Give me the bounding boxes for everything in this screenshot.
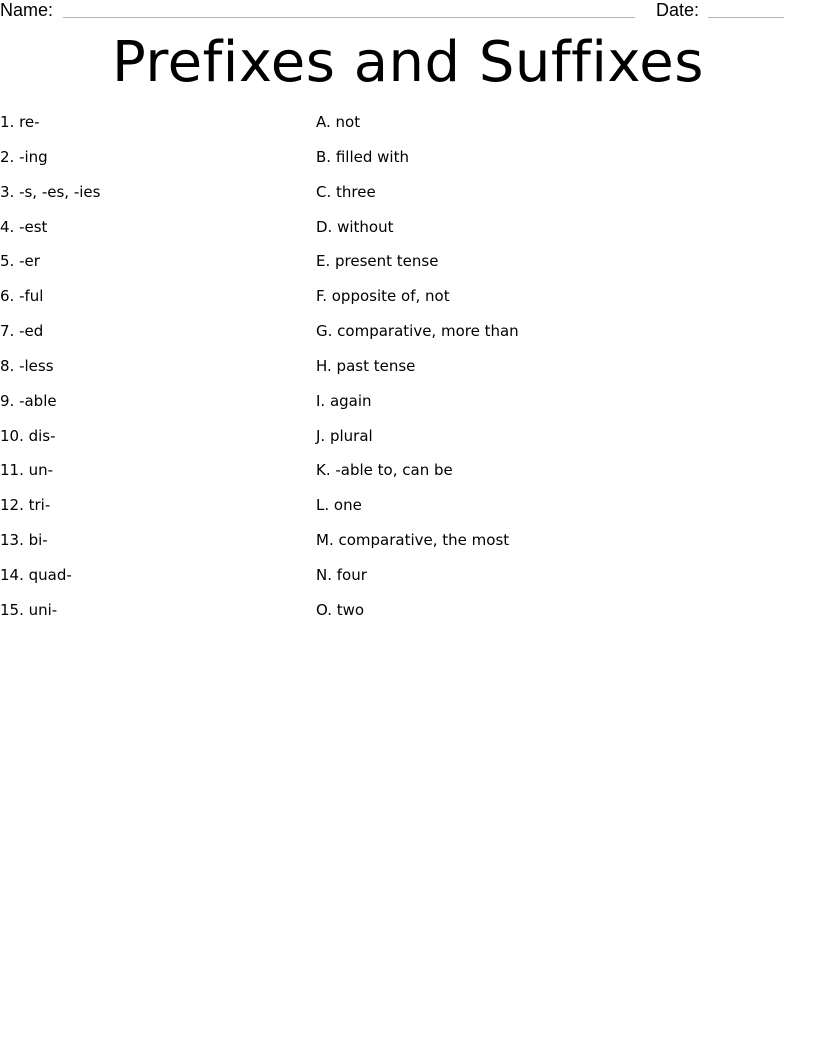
term-item: 7. -ed: [0, 322, 44, 341]
term-item: 11. un-: [0, 461, 54, 480]
terms-list: [0, 112, 300, 635]
definition-item: G. comparative, more than: [316, 322, 519, 341]
definition-item: H. past tense: [316, 356, 416, 375]
definition-item: J. plural: [316, 426, 373, 445]
definitions-list: [316, 112, 796, 635]
worksheet-title: Prefixes and Suffixes: [112, 30, 704, 95]
term-item: 2. -ing: [0, 147, 48, 166]
name-field[interactable]: [63, 17, 635, 18]
definition-item: A. not: [316, 113, 361, 131]
definition-item: I. again: [316, 391, 372, 410]
term-item: 9. -able: [0, 391, 57, 410]
definition-item: B. filled with: [316, 147, 409, 166]
term-item: 13. bi-: [0, 531, 48, 550]
term-item: 5. -er: [0, 252, 40, 271]
definition-item: L. one: [316, 496, 362, 515]
term-item: 1. re-: [0, 113, 40, 131]
definition-item: D. without: [316, 217, 394, 236]
definition-item: F. opposite of, not: [316, 287, 450, 306]
term-item: 14. quad-: [0, 565, 72, 584]
term-item: 8. -less: [0, 356, 54, 375]
worksheet-header: [0, 0, 816, 24]
term-item: 4. -est: [0, 217, 48, 236]
definition-item: E. present tense: [316, 252, 439, 271]
definition-item: K. -able to, can be: [316, 461, 453, 480]
term-item: 15. uni-: [0, 600, 58, 619]
name-label: Name:: [0, 0, 54, 20]
term-item: 10. dis-: [0, 426, 56, 445]
date-field[interactable]: [708, 17, 784, 18]
definition-item: C. three: [316, 182, 376, 201]
definition-item: O. two: [316, 600, 365, 619]
definition-item: M. comparative, the most: [316, 531, 510, 550]
definition-item: N. four: [316, 565, 367, 584]
term-item: 12. tri-: [0, 496, 51, 515]
term-item: 3. -s, -es, -ies: [0, 182, 101, 201]
date-label: Date:: [656, 0, 700, 20]
term-item: 6. -ful: [0, 287, 44, 306]
